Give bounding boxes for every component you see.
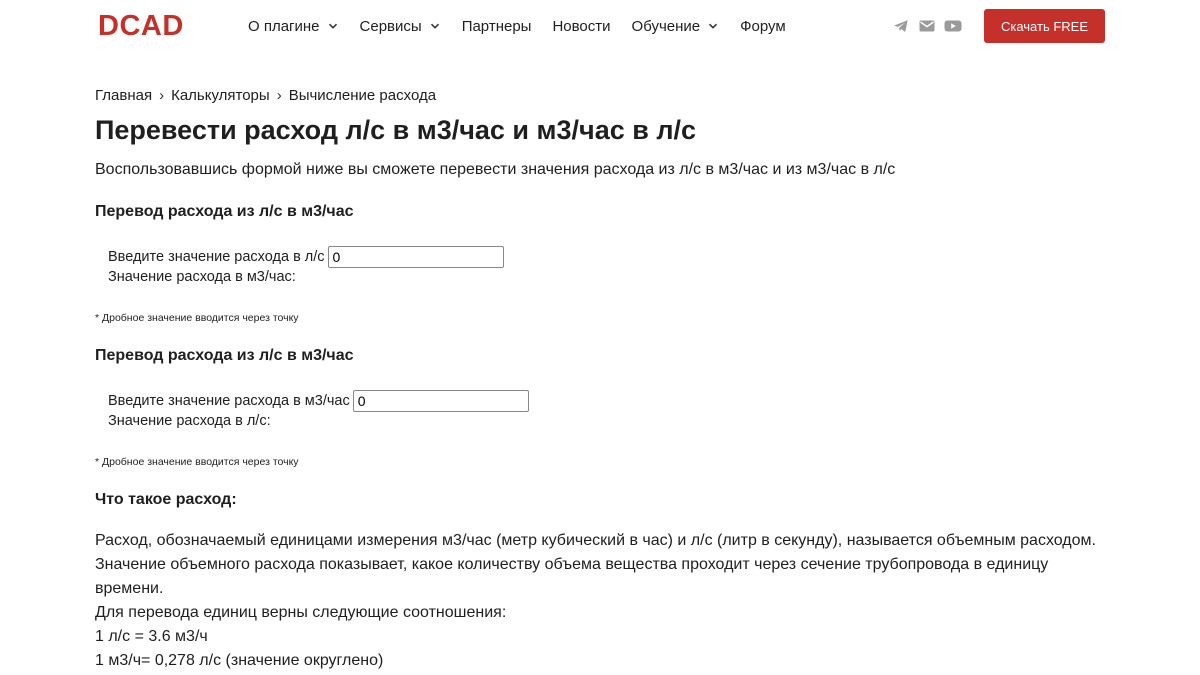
- m3h-input[interactable]: [353, 390, 529, 412]
- calc2-title: Перевод расхода из л/с в м3/час: [95, 347, 354, 364]
- info-line: Для перевода единиц верны следующие соотношения:: [95, 604, 507, 621]
- chevron-down-icon: [707, 20, 719, 32]
- info-title: Что такое расход:: [95, 491, 237, 508]
- social-links: [892, 17, 970, 35]
- page-title: Перевести расход л/с в м3/час и м3/час в л/с: [95, 115, 697, 145]
- youtube-icon[interactable]: [944, 17, 962, 35]
- calc1-note: * Дробное значение вводится через точку: [95, 312, 299, 324]
- download-button[interactable]: Скачать FREE: [984, 9, 1105, 43]
- breadcrumb-home[interactable]: Главная: [95, 87, 153, 104]
- breadcrumb-separator: ›: [276, 87, 282, 104]
- lps-input[interactable]: [328, 246, 504, 268]
- calc2-result: Значение расхода в л/с:: [108, 413, 271, 429]
- nav-item-label: Партнеры: [461, 17, 532, 35]
- chevron-down-icon: [327, 20, 339, 32]
- nav-item-services[interactable]: [360, 18, 441, 35]
- nav-item-news[interactable]: [552, 18, 610, 35]
- nav-item-learning[interactable]: [632, 18, 720, 35]
- calc1-title: Перевод расхода из л/с в м3/час: [95, 203, 354, 220]
- info-line: 1 м3/ч= 0,278 л/с (значение округлено): [95, 652, 384, 669]
- logo[interactable]: DCAD: [98, 10, 184, 42]
- calc1-input-label: Введите значение расхода в л/с: [108, 249, 325, 265]
- calc1-input-row: [108, 246, 504, 268]
- info-line: 1 л/с = 3.6 м3/ч: [95, 628, 208, 645]
- site-header: [0, 0, 1200, 52]
- breadcrumb: [95, 87, 436, 104]
- calc1-result: Значение расхода в м3/час:: [108, 269, 296, 285]
- breadcrumb-separator: ›: [159, 87, 165, 104]
- nav-item-label: Сервисы: [359, 17, 422, 35]
- breadcrumb-current: Вычисление расхода: [288, 87, 437, 104]
- nav-item-plugin[interactable]: [248, 18, 339, 35]
- nav-item-forum[interactable]: [740, 18, 786, 35]
- nav-item-partners[interactable]: [462, 18, 532, 35]
- info-paragraph: [95, 529, 1100, 673]
- nav-item-label: О плагине: [248, 17, 320, 35]
- intro-text: Воспользовавшись формой ниже вы сможете перевести значения расхода из л/с в м3/час и из м3/час в л/с: [95, 161, 896, 178]
- telegram-icon[interactable]: [892, 17, 910, 35]
- chevron-down-icon: [429, 20, 441, 32]
- calc2-input-row: [108, 390, 529, 412]
- info-line: Расход, обозначаемый единицами измерения м3/час (метр кубический в час) и л/с (литр в секунду), называется объемным расходом. Значение объемного расхода показывает, какое количеству объема вещества проходит через сечение трубопровода в единицу времени.: [95, 532, 1096, 597]
- nav-item-label: Обучение: [631, 17, 701, 35]
- mail-icon[interactable]: [918, 17, 936, 35]
- nav-item-label: Форум: [740, 17, 786, 35]
- main-nav: [248, 15, 807, 37]
- calc2-input-label: Введите значение расхода в м3/час: [108, 393, 350, 409]
- calc2-note: * Дробное значение вводится через точку: [95, 456, 299, 468]
- nav-item-label: Новости: [552, 17, 611, 35]
- breadcrumb-calculators[interactable]: Калькуляторы: [171, 87, 270, 104]
